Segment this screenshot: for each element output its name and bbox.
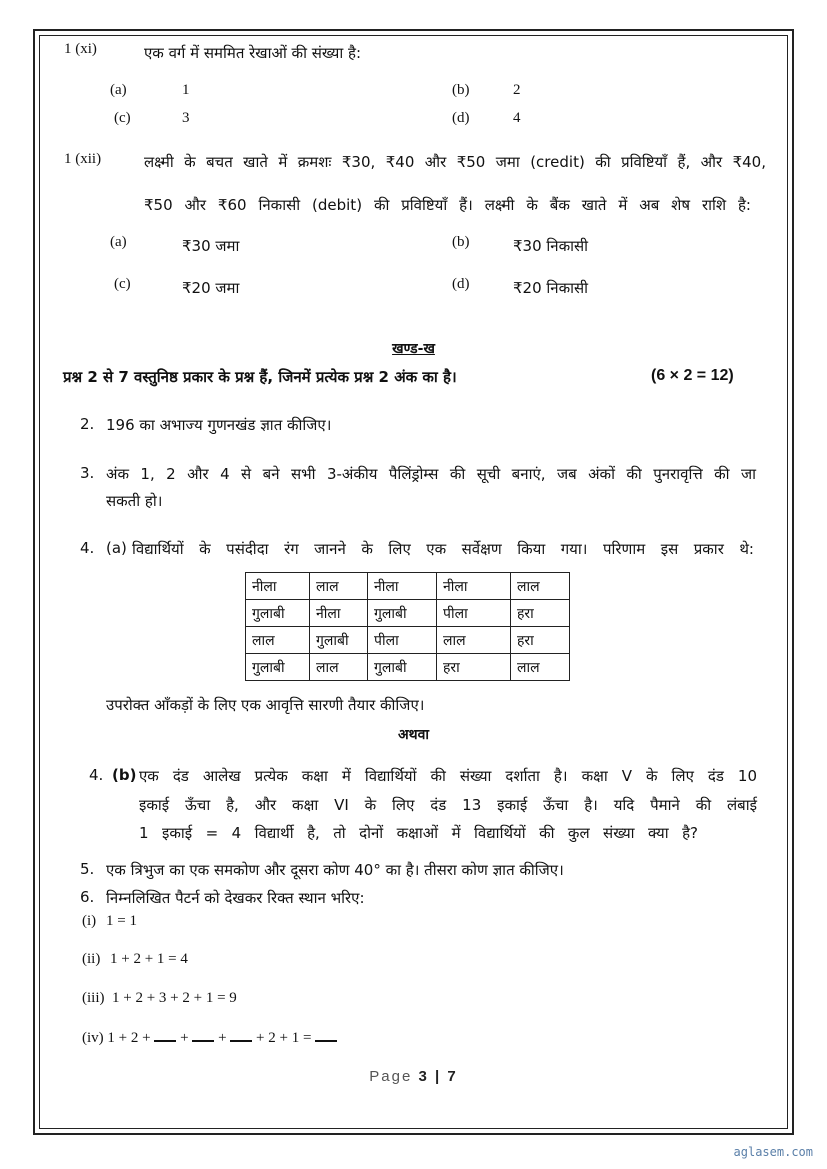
question-number: 5.	[80, 860, 95, 878]
question-text-line: इकाई ऊँचा है, और कक्षा VI के लिए दंड 13 इकाई ऊँचा है। यदि पैमाने की लंबाई	[139, 796, 757, 814]
pattern-expression-end: + 2 + 1 =	[256, 1030, 312, 1046]
pattern-expression: 1 + 2 + 1 = 4	[110, 951, 188, 967]
plus-sign: +	[180, 1030, 189, 1046]
question-number: 4.	[89, 766, 104, 784]
question-text: एक वर्ग में सममित रेखाओं की संख्या है:	[144, 44, 362, 62]
question-number: 1 (xi)	[64, 41, 97, 57]
table-cell: हरा	[437, 654, 511, 681]
pattern-label: (ii)	[82, 951, 101, 967]
table-cell: गुलाबी	[246, 600, 310, 627]
blank-2	[192, 1028, 214, 1042]
table-cell: लाल	[310, 573, 368, 600]
section-instruction: प्रश्न 2 से 7 वस्तुनिष्ठ प्रकार के प्रश्न हैं, जिनमें प्रत्येक प्रश्न 2 अंक का है।	[63, 368, 457, 386]
option-value: 1	[182, 82, 190, 98]
question-part: (b)	[112, 766, 137, 784]
option-value: ₹30 जमा	[182, 237, 240, 255]
option-label: (a)	[110, 82, 127, 98]
question-number: 4.	[80, 539, 95, 557]
question-text: 196 का अभाज्य गुणनखंड ज्ञात कीजिए।	[106, 416, 332, 434]
option-label: (d)	[452, 110, 470, 126]
question-text-line: सकती हो।	[106, 492, 163, 510]
section-marks: (6 × 2 = 12)	[651, 367, 734, 384]
question-text-line: ₹50 और ₹60 निकासी (debit) की प्रविष्टियाँ हैं। लक्ष्मी के बैंक खाते में अब शेष राशि है:	[144, 196, 751, 214]
page-separator: |	[435, 1068, 442, 1085]
question-text-line: लक्ष्मी के बचत खाते में क्रमशः ₹30, ₹40 और ₹50 जमा (credit) की प्रविष्टियाँ हैं, और ₹40,	[144, 153, 766, 171]
pattern-label: (i)	[82, 913, 97, 929]
table-cell: गुलाबी	[368, 654, 437, 681]
table-row	[246, 654, 570, 681]
option-label: (a)	[110, 234, 127, 250]
table-cell: हरा	[511, 627, 570, 654]
question-text: निम्नलिखित पैटर्न को देखकर रिक्त स्थान भरिए:	[106, 889, 365, 907]
table-cell: नीला	[310, 600, 368, 627]
section-title: खण्ड-ख	[392, 341, 435, 357]
pattern-label: (iv)	[82, 1030, 104, 1046]
option-label: (b)	[452, 82, 470, 98]
question-number: 3.	[80, 464, 95, 482]
table-cell: नीला	[246, 573, 310, 600]
page-number: 3	[418, 1068, 429, 1085]
option-value: 4	[513, 110, 521, 126]
table-cell: लाल	[246, 627, 310, 654]
table-cell: लाल	[511, 573, 570, 600]
question-text: एक त्रिभुज का एक समकोण और दूसरा कोण 40° का है। तीसरा कोण ज्ञात कीजिए।	[106, 861, 564, 879]
blank-3	[230, 1028, 252, 1042]
table-cell: नीला	[437, 573, 511, 600]
blank-answer	[315, 1028, 337, 1042]
question-text-line: एक दंड आलेख प्रत्येक कक्षा में विद्यार्थियों की संख्या दर्शाता है। कक्षा V के लिए दंड 10	[139, 767, 757, 785]
table-cell: गुलाबी	[368, 600, 437, 627]
table-cell: नीला	[368, 573, 437, 600]
question-number: 6.	[80, 888, 95, 906]
pattern-label: (iii)	[82, 990, 105, 1006]
table-row	[246, 573, 570, 600]
option-label: (c)	[114, 276, 131, 292]
page-footer	[0, 1068, 827, 1085]
pattern-expression-start: 1 + 2 +	[107, 1030, 151, 1046]
option-value: 2	[513, 82, 521, 98]
table-cell: गुलाबी	[310, 627, 368, 654]
question-number: 1 (xii)	[64, 151, 102, 167]
table-cell: लाल	[310, 654, 368, 681]
question-text-line: 1 इकाई = 4 विद्यार्थी है, तो दोनों कक्षाओं में विद्यार्थियों की कुल संख्या क्या है?	[139, 824, 698, 842]
question-number: 2.	[80, 415, 95, 433]
option-label: (c)	[114, 110, 131, 126]
question-part: (a)	[106, 539, 127, 557]
option-value: ₹20 जमा	[182, 279, 240, 297]
option-label: (b)	[452, 234, 470, 250]
pattern-row-iv	[82, 1028, 337, 1047]
pattern-expression: 1 + 2 + 3 + 2 + 1 = 9	[112, 990, 237, 1006]
option-value: ₹30 निकासी	[513, 237, 589, 255]
site-watermark: aglasem.com	[733, 1145, 813, 1159]
blank-1	[154, 1028, 176, 1042]
table-cell: लाल	[437, 627, 511, 654]
page-word: Page	[369, 1068, 413, 1085]
table-cell: पीला	[368, 627, 437, 654]
option-value: ₹20 निकासी	[513, 279, 589, 297]
page-total: 7	[447, 1068, 458, 1085]
table-cell: गुलाबी	[246, 654, 310, 681]
pattern-expression: 1 = 1	[106, 913, 137, 929]
option-value: 3	[182, 110, 190, 126]
or-label: अथवा	[397, 727, 430, 743]
table-cell: लाल	[511, 654, 570, 681]
question-text: उपरोक्त आँकड़ों के लिए एक आवृत्ति सारणी तैयार कीजिए।	[106, 696, 425, 714]
table-cell: हरा	[511, 600, 570, 627]
survey-table	[245, 572, 570, 681]
table-cell: पीला	[437, 600, 511, 627]
option-label: (d)	[452, 276, 470, 292]
plus-sign: +	[218, 1030, 227, 1046]
table-row	[246, 627, 570, 654]
table-row	[246, 600, 570, 627]
question-text-line: अंक 1, 2 और 4 से बने सभी 3-अंकीय पैलिंड्रोम्स की सूची बनाएं, जब अंकों की पुनरावृत्ति की जा	[106, 465, 756, 483]
question-text: विद्यार्थियों के पसंदीदा रंग जानने के लिए एक सर्वेक्षण किया गया। परिणाम इस प्रकार थे:	[132, 540, 754, 558]
